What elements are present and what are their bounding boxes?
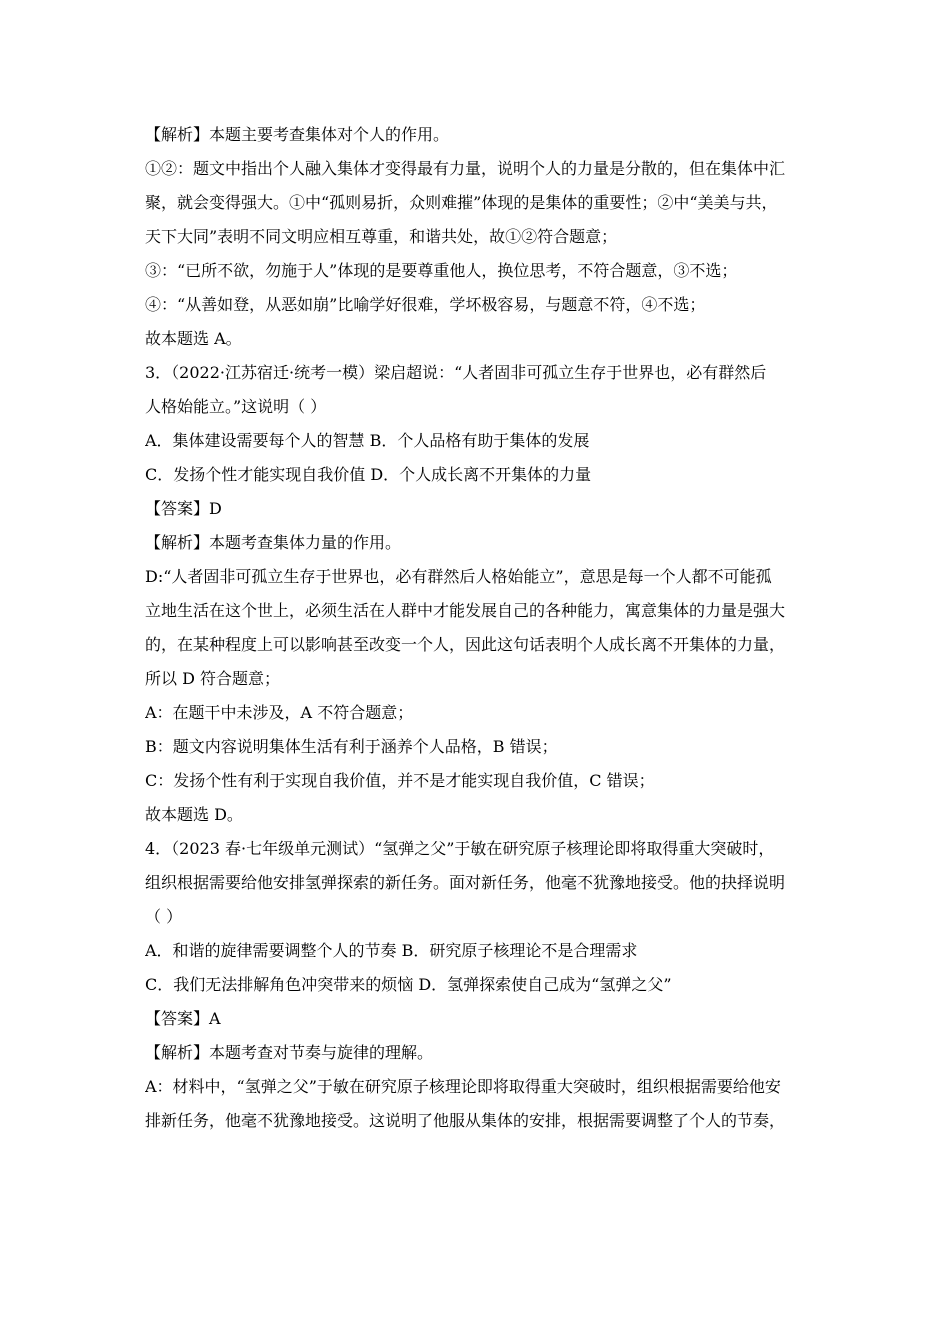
question-3-text: 人格始能立。”这说明（ ） <box>145 397 327 416</box>
text-line: ④：“从善如登，从恶如崩”比喻学好很难，学坏极容易，与题意不符，④不选； <box>145 295 706 314</box>
conclusion-line: 故本题选 A。 <box>145 329 242 348</box>
question-3-options: A．集体建设需要每个人的智慧 B．个人品格有助于集体的发展 <box>145 431 590 450</box>
text-line: B：题文内容说明集体生活有利于涵养个人品格，B 错误； <box>145 737 558 756</box>
question-3-options: C．发扬个性才能实现自我价值 D．个人成长离不开集体的力量 <box>145 465 592 484</box>
analysis-heading: 【解析】本题考查集体力量的作用。 <box>145 533 402 552</box>
question-4-options: A．和谐的旋律需要调整个人的节奏 B．研究原子核理论不是合理需求 <box>145 941 638 960</box>
text-line: 聚，就会变得强大。①中“孤则易折，众则难摧”体现的是集体的重要性；②中“美美与共， <box>145 193 778 212</box>
conclusion-line: 故本题选 D。 <box>145 805 243 824</box>
question-4-text: 组织根据需要给他安排氢弹探索的新任务。面对新任务，他毫不犹豫地接受。他的抉择说明 <box>145 873 786 892</box>
text-line: 立地生活在这个世上，必须生活在人群中才能发展自己的各种能力，寓意集体的力量是强大 <box>145 601 786 620</box>
question-4-text: 4．（2023 春·七年级单元测试）“氢弹之父”于敏在研究原子核理论即将取得重大突破时， <box>145 839 775 858</box>
text-line: ①②：题文中指出个人融入集体才变得最有力量，说明个人的力量是分散的，但在集体中汇 <box>145 159 786 178</box>
text-line: 排新任务，他毫不犹豫地接受。这说明了他服从集体的安排，根据需要调整了个人的节奏， <box>145 1111 786 1130</box>
analysis-heading: 【解析】本题考查对节奏与旋律的理解。 <box>145 1043 434 1062</box>
text-line: 的，在某种程度上可以影响甚至改变一个人，因此这句话表明个人成长离不开集体的力量， <box>145 635 786 654</box>
text-line: 所以 D 符合题意； <box>145 669 281 688</box>
analysis-heading: 【解析】本题主要考查集体对个人的作用。 <box>145 125 450 144</box>
text-line: A：在题干中未涉及，A 不符合题意； <box>145 703 414 722</box>
text-line: 天下大同”表明不同文明应相互尊重，和谐共处，故①②符合题意； <box>145 227 618 246</box>
text-line: C：发扬个性有利于实现自我价值，并不是才能实现自我价值，C 错误； <box>145 771 655 790</box>
question-4-options: C．我们无法排解角色冲突带来的烦恼 D．氢弹探索使自己成为“氢弹之父” <box>145 975 672 994</box>
question-3-text: 3．（2022·江苏宿迁·统考一模）梁启超说：“人者固非可孤立生存于世界也，必有群然后 <box>145 363 767 382</box>
question-4-text: （ ） <box>145 907 183 926</box>
text-line: D:“人者固非可孤立生存于世界也，必有群然后人格始能立”，意思是每一个人都不可能孤 <box>145 567 772 586</box>
text-line: ③：“已所不欲，勿施于人”体现的是要尊重他人，换位思考，不符合题意，③不选； <box>145 261 738 280</box>
answer-label: 【答案】A <box>145 1009 221 1028</box>
document-body <box>145 118 815 1138</box>
answer-label: 【答案】D <box>145 499 222 518</box>
text-line: A：材料中，“氢弹之父”于敏在研究原子核理论即将取得重大突破时，组织根据需要给他安 <box>145 1077 781 1096</box>
